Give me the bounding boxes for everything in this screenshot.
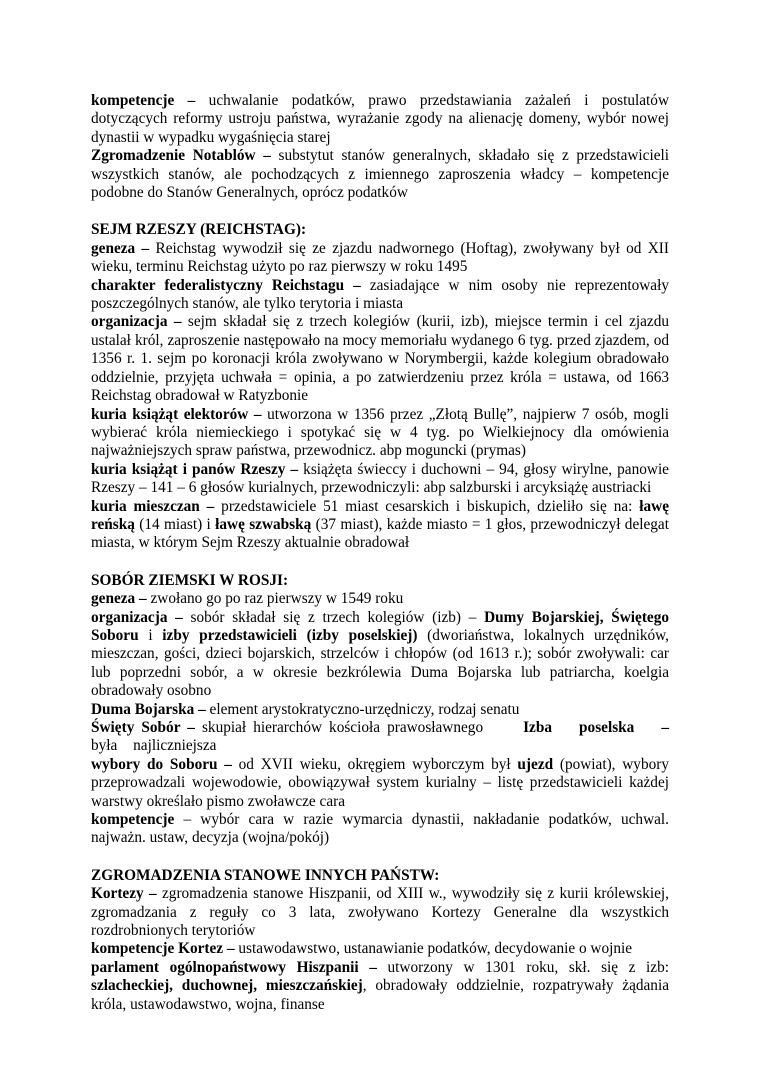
- term-geneza-sobor: geneza –: [91, 590, 147, 608]
- term-parlament-hiszpanii: parlament ogólnopaństwowy Hiszpanii –: [91, 958, 377, 976]
- term-kuria-mieszczan: kuria mieszczan –: [91, 497, 215, 515]
- text-organizacja-sobor-c: (dworiaństwa, lokalnych urzędników, mieszczan, gości, dzieci bojarskich, strzelców i chłopów (od 1613 r.); sobór zwoływali: car lub poprzedni sobór, a w okresie bezkrólewia Duma Bojarska lub patriarcha, koelgia obradowały osobno: [91, 626, 670, 700]
- term-duma-bojarska: Duma Bojarska –: [91, 700, 206, 718]
- paragraph-geneza-reichstag: [91, 240, 669, 277]
- heading-zgromadzenia-innych-panstw: ZGROMADZENIA STANOWE INNYCH PAŃSTW:: [91, 866, 440, 884]
- term-lawa-renska: ławę reńską: [91, 497, 669, 533]
- text-duma-bojarska: element arystokratyczno-urzędniczy, rodzaj senatu: [205, 700, 520, 718]
- text-izba-poselska: była najliczniejsza: [91, 737, 217, 755]
- text-geneza-sobor: zwołano go po raz pierwszy w 1549 roku: [146, 590, 404, 608]
- term-ujezd: ujezd: [517, 755, 554, 773]
- text-kuria-elektorow: utworzona w 1356 przez „Złotą Bullę”, najpierw 7 osób, mogli wybierać króla niemieckiego i spotykać się w 4 tyg. po Wielkiejnocy dla omówienia najważniejszych spraw państwa, przewodnicz. abp moguncki (prymas): [91, 405, 669, 460]
- text-organizacja-sobor-a: sobór składał się z trzech kolegiów (izb) –: [182, 608, 485, 626]
- term-izby-hiszpanii: szlacheckiej, duchownej, mieszczańskiej: [91, 977, 363, 995]
- paragraph-kompetencje-sobor: [91, 811, 669, 848]
- paragraph-organizacja-sobor: [91, 609, 669, 701]
- text-kuria-mieszczan-b: (14 miast) i: [134, 515, 216, 533]
- text-wybory-do-soboru-a: od XVII wieku, okręgiem wyborczym był: [231, 755, 518, 773]
- text-zgromadzenie-notablow: substytut stanów generalnych, składało się z przedstawicieli wszystkich stanów, ale pochodzących z imiennego zaproszenia władcy – kompetencje podobne do Stanów Generalnych, oprócz podatków: [91, 147, 669, 202]
- text-kuria-mieszczan-c: (37 miast), każde miasto = 1 głos, przewodniczył delegat miasta, w którym Sejm Rzeszy aktualnie obradował: [91, 515, 669, 552]
- text-kuria-ksiazat-panow: książęta świeccy i duchowni – 94, głosy wirylne, panowie Rzeszy – 141 – 6 głosów kurialnych, przewodniczyli: abp salzburski i arcyksiążę austriacki: [91, 460, 669, 497]
- term-geneza: geneza –: [91, 239, 150, 257]
- term-wybory-do-soboru: wybory do Soboru –: [91, 755, 232, 773]
- paragraph-kuria-elektorow: [91, 406, 669, 461]
- paragraph-swiety-sobor: [91, 719, 669, 756]
- paragraph-kompetencje-kortez: [91, 940, 669, 958]
- paragraph-kuria-ksiazat-panow: [91, 461, 669, 498]
- text-kortezy: zgromadzenia stanowe Hiszpanii, od XIII w., wywodziły się z kurii królewskiej, zgromadzania z reguły co 3 lata, zwoływano Kortezy Generalne dla wszystkich rozdrobnionych terytoriów: [91, 885, 669, 940]
- paragraph-kompetencje: [91, 92, 669, 147]
- text-organizacja: sejm składał się z trzech kolegiów (kurii, izb), miejsce termin i cel zjazdu ustalał król, zaproszenie następowało na mocy memoriału wydanego 6 tyg. przed zjazdem, od 1356 r. 1. sejm po koronacji króla zwoływano w Norymbergii, każde kolegium obradowało oddzielnie, przyjęta uchwała = opinia, a po zatwierdzeniu przez króla = ustawa, od 1663 Reichstag obradował w Ratyzbonie: [91, 313, 669, 405]
- paragraph-duma-bojarska: [91, 701, 669, 719]
- text-kompetencje: uchwalanie podatków, prawo przedstawiania zażaleń i postulatów dotyczących reformy ustroju państwa, wyrażanie zgody na alienację domeny, wybór nowej dynastii w wypadku wygaśnięcia starej: [91, 92, 669, 146]
- paragraph-kuria-mieszczan: [91, 498, 669, 553]
- term-zgromadzenie-notablow: Zgromadzenie Notablów –: [91, 147, 271, 165]
- paragraph-kortezy: [91, 885, 669, 940]
- heading-sobor-ziemski: SOBÓR ZIEMSKI W ROSJI:: [91, 571, 289, 589]
- text-kompetencje-sobor: – wybór cara w razie wymarcia dynastii, nakładanie podatków, uchwal. najważn. ustaw, decyzja (wojna/pokój): [91, 811, 669, 847]
- text-wybory-do-soboru-b: (powiat), wybory przeprowadzali wojewodowie, obowiązywał system kurialny – listę przedstawicieli każdej warstwy określało pismo zwoławcze cara: [91, 755, 669, 810]
- paragraph-wybory-do-soboru: [91, 756, 669, 811]
- term-kompetencje-kortez: kompetencje Kortez –: [91, 940, 235, 958]
- text-organizacja-sobor-b: i: [138, 626, 163, 644]
- term-organizacja-sobor: organizacja –: [91, 608, 183, 626]
- text-kuria-mieszczan-a: przedstawiciele 51 miast cesarskich i biskupich, dzieliło się na:: [214, 497, 640, 515]
- paragraph-organizacja-reichstag: [91, 313, 669, 405]
- term-lawa-szwabska: ławę szwabską: [215, 515, 312, 533]
- term-kuria-ksiazat-panow: kuria książąt i panów Rzeszy –: [91, 460, 299, 478]
- term-organizacja: organizacja –: [91, 313, 182, 331]
- text-geneza: Reichstag wywodził się ze zjazdu nadwornego (Hoftag), zwoływany był od XII wieku, terminu Reichstag użyto po raz pierwszy w roku 1495: [91, 239, 669, 276]
- term-kompetencje-sobor: kompetencje: [91, 811, 175, 829]
- text-swiety-sobor: skupiał hierarchów kościoła prawosławnego: [194, 719, 484, 736]
- text-charakter-federalistyczny: zasiadające w nim osoby nie reprezentowały poszczególnych stanów, ale tylko terytoria i miasta: [91, 276, 669, 313]
- term-kuria-elektorow: kuria książąt elektorów –: [91, 405, 262, 423]
- term-charakter-federalistyczny: charakter federalistyczny Reichstagu –: [91, 276, 361, 294]
- term-kortezy: Kortezy –: [91, 885, 157, 903]
- term-izba-przedstawicieli: izby przedstawicieli (izby poselskiej): [162, 626, 418, 644]
- paragraph-geneza-sobor: [91, 590, 669, 608]
- term-duma-swiety-sobor: Dumy Bojarskiej, Świętego Soboru: [91, 608, 670, 644]
- term-kompetencje: kompetencje –: [91, 92, 196, 109]
- term-swiety-sobor: Święty Sobór –: [91, 719, 195, 736]
- paragraph-zgromadzenie-notablow: [91, 147, 669, 202]
- term-izba-poselska: Izba poselska –: [523, 719, 669, 736]
- document-body: [91, 92, 669, 1014]
- paragraph-parlament-hiszpanii: [91, 959, 669, 1014]
- text-kompetencje-kortez: ustawodawstwo, ustanawianie podatków, decydowanie o wojnie: [234, 940, 633, 958]
- paragraph-charakter-federalistyczny: [91, 277, 669, 314]
- text-parlament-hiszpanii-b: , obradowały oddzielnie, rozpatrywały żądania króla, ustawodawstwo, wojna, finanse: [91, 977, 669, 1013]
- text-parlament-hiszpanii-a: utworzony w 1301 roku, skł. się z izb:: [376, 958, 669, 976]
- heading-sejm-rzeszy: SEJM RZESZY (REICHSTAG):: [91, 221, 307, 239]
